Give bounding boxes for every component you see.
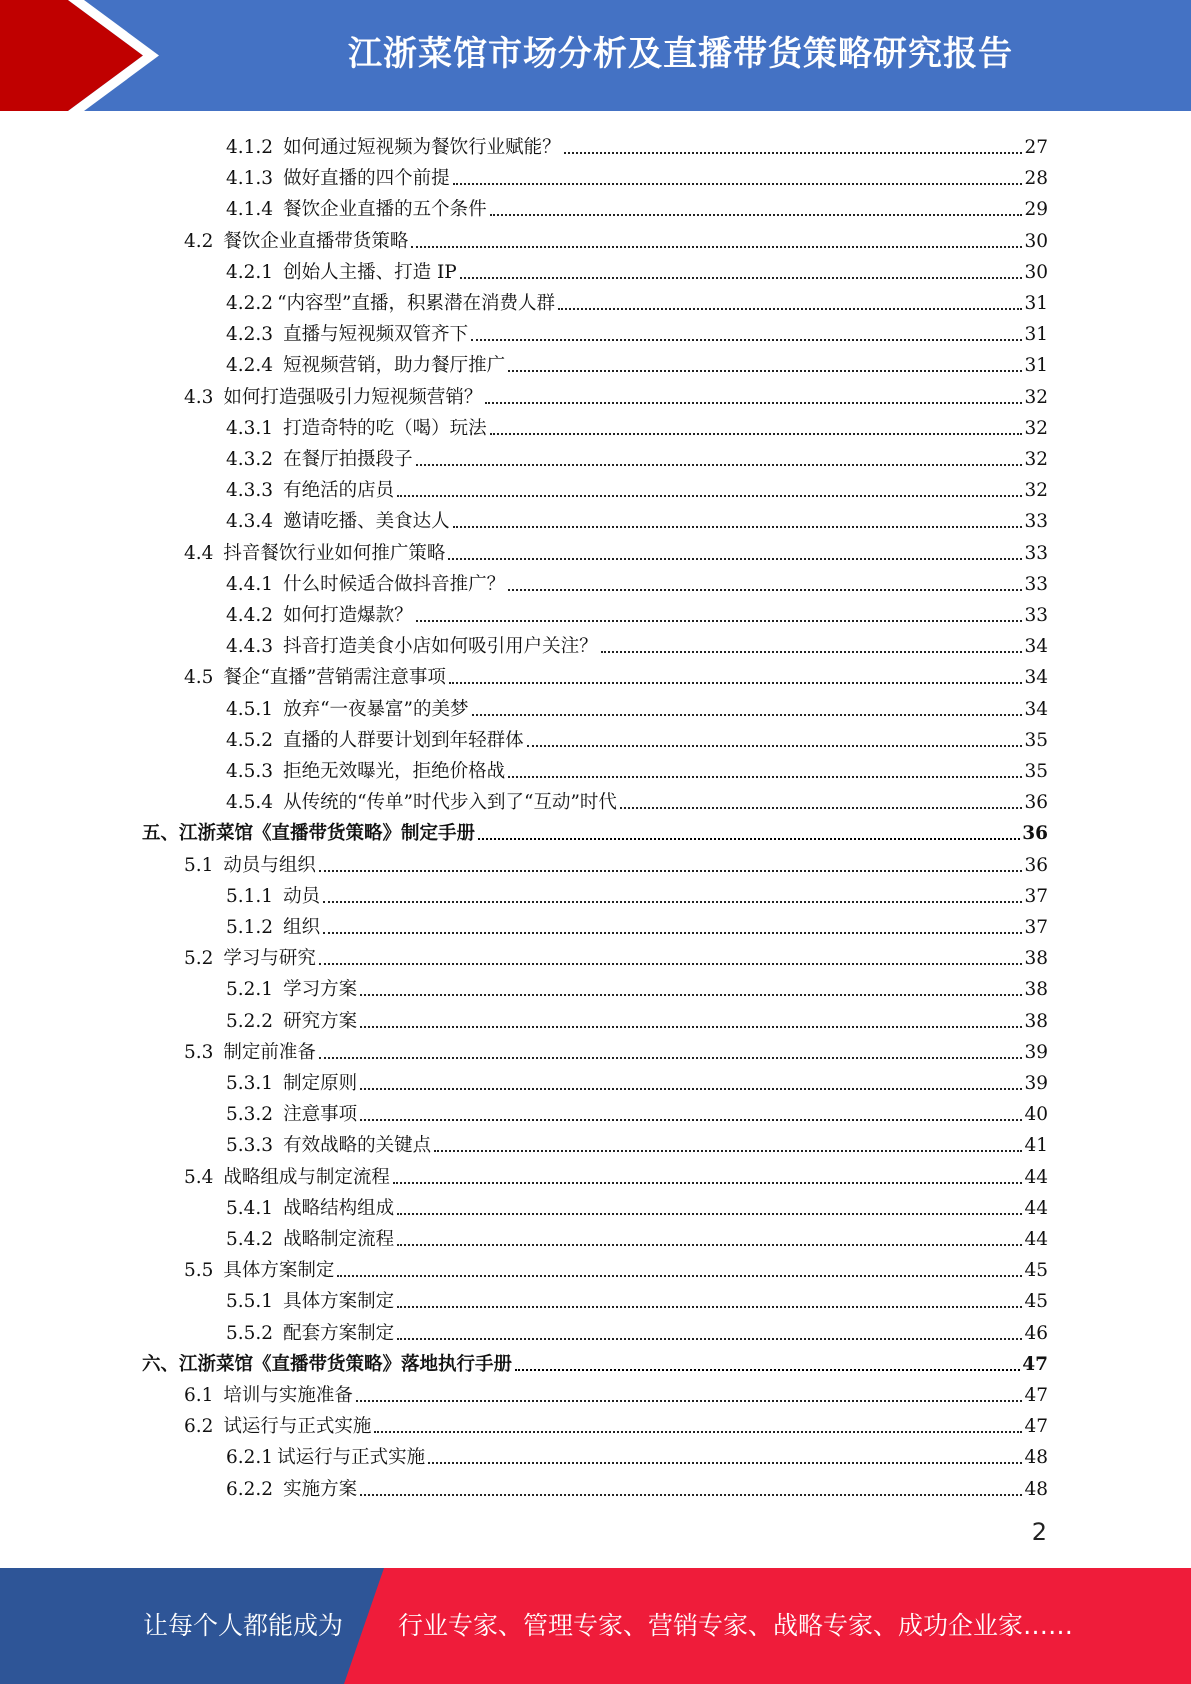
toc-entry[interactable] [184,658,1048,689]
toc-entry-page: 30 [1024,230,1048,252]
toc-entry-page: 39 [1024,1073,1048,1094]
toc-entry-page: 32 [1024,480,1048,502]
toc-entry-number: 4.2.2 [226,293,274,314]
toc-dot-leader [411,246,1022,248]
toc-dot-leader [485,402,1022,404]
toc-entry-label: 创始人主播、打造 IP [283,261,457,283]
toc-entry-page: 27 [1024,137,1048,158]
toc-dot-leader [428,1462,1022,1464]
toc-entry-label: 短视频营销，助力餐厅推广 [283,355,506,377]
toc-entry-label: 餐饮企业直播带货策略 [223,230,409,252]
toc-entry[interactable] [226,1064,1048,1095]
toc-entry-number: 5.1.1 [226,885,274,907]
report-title: 江浙菜馆市场分析及直播带货策略研究报告 [348,34,1013,74]
toc-entry-page: 30 [1024,261,1048,283]
toc-entry[interactable] [226,1282,1048,1313]
toc-entry-page: 48 [1024,1478,1048,1500]
toc-dot-leader [360,994,1022,996]
toc-entry-label: 动员与组织 [223,854,316,876]
toc-entry[interactable] [226,565,1048,596]
toc-entry-label: 从传统的“传单”时代步入到了“互动”时代 [283,792,617,814]
toc-chapter-entry[interactable] [142,814,1048,845]
toc-entry-number: 5.2 [184,948,214,970]
toc-dot-leader [360,1119,1022,1121]
toc-entry-label: 试运行与正式实施 [223,1416,372,1438]
toc-entry[interactable] [226,128,1048,159]
toc-dot-leader [448,558,1022,560]
toc-entry[interactable] [226,1002,1048,1033]
toc-entry-number: 4.5.2 [226,729,274,751]
footer-slogan-right: 行业专家、管理专家、营销专家、战略专家、成功企业家…… [398,1611,1074,1640]
toc-dot-leader [397,1306,1022,1308]
toc-entry-page: 31 [1024,324,1048,346]
toc-dot-leader [337,1275,1022,1277]
toc-entry[interactable] [226,596,1048,627]
toc-entry-label: 有绝活的店员 [283,480,395,502]
toc-entry[interactable] [184,222,1048,253]
toc-entry-number: 5.1 [184,854,214,876]
toc-entry-label: 江浙菜馆《直播带货策略》制定手册 [179,823,476,845]
toc-entry-number: 6.2.1 [226,1447,274,1469]
toc-entry-page: 44 [1024,1229,1048,1250]
toc-entry[interactable] [226,471,1048,502]
toc-entry-label: 抖音餐饮行业如何推广策略 [223,542,446,564]
toc-entry-label: 培训与实施准备 [223,1385,353,1406]
toc-entry-number: 4.4 [184,542,214,564]
toc-entry[interactable] [226,1314,1048,1345]
toc-entry[interactable] [226,721,1048,752]
toc-entry-page: 39 [1024,1041,1048,1063]
toc-dot-leader [490,214,1023,216]
toc-entry-page: 33 [1024,605,1048,626]
toc-entry[interactable] [226,783,1048,814]
toc-entry-page: 31 [1024,293,1048,314]
toc-entry-page: 34 [1024,636,1048,658]
toc-entry[interactable] [184,1251,1048,1282]
toc-entry-page: 45 [1024,1260,1048,1282]
toc-dot-leader [564,152,1023,154]
toc-entry-page: 34 [1024,698,1048,720]
toc-entry-label: 注意事项 [283,1104,358,1126]
toc-entry-number: 5.3.1 [226,1073,274,1094]
toc-entry-label: 组织 [283,917,321,938]
toc-entry-page: 41 [1024,1135,1048,1157]
toc-entry-number: 5.1.2 [226,917,274,938]
toc-dot-leader [319,963,1023,965]
toc-entry-page: 38 [1024,1010,1048,1032]
toc-entry-label: 直播的人群要计划到年轻群体 [283,729,524,751]
toc-entry-number: 4.3.1 [226,417,274,439]
toc-entry-page: 32 [1024,386,1048,408]
header-arrow-decoration [0,0,160,111]
toc-entry-page: 29 [1024,199,1048,221]
toc-entry-page: 37 [1024,917,1048,938]
toc-entry-page: 33 [1024,573,1048,595]
toc-entry-page: 44 [1024,1197,1048,1219]
toc-entry-label: 学习方案 [283,979,358,1001]
toc-entry-label: 试运行与正式实施 [277,1447,426,1469]
toc-entry[interactable] [226,690,1048,721]
toc-entry[interactable] [184,1033,1048,1064]
toc-entry[interactable] [184,1376,1048,1407]
toc-entry-page: 35 [1024,729,1048,751]
toc-entry-number: 5.3 [184,1041,214,1063]
toc-entry-number: 6.2.2 [226,1478,274,1500]
toc-entry-page: 36 [1024,792,1048,814]
toc-entry-number: 6.1 [184,1385,214,1406]
toc-entry[interactable] [226,315,1048,346]
toc-dot-leader [323,901,1022,903]
toc-entry-number: 5.3.3 [226,1135,274,1157]
toc-entry-number: 4.2.3 [226,324,274,346]
toc-entry[interactable] [226,284,1048,315]
toc-entry[interactable] [226,253,1048,284]
toc-entry-label: 如何打造强吸引力短视频营销？ [223,386,483,408]
toc-entry-label: 配套方案制定 [283,1322,395,1344]
toc-entry-page: 44 [1024,1166,1048,1188]
toc-dot-leader [360,1494,1022,1496]
toc-entry[interactable] [184,534,1048,565]
toc-dot-leader [393,1182,1023,1184]
toc-entry-page: 37 [1024,885,1048,907]
toc-entry-label: 有效战略的关键点 [283,1135,432,1157]
toc-dot-leader [449,682,1023,684]
toc-dot-leader [527,745,1023,747]
toc-entry-number: 6.2 [184,1416,214,1438]
toc-entry[interactable] [226,409,1048,440]
toc-entry-page: 32 [1024,417,1048,439]
toc-entry-page: 28 [1024,168,1048,190]
toc-entry[interactable] [184,378,1048,409]
toc-dot-leader [356,1400,1023,1402]
toc-dot-leader [453,526,1023,528]
toc-dot-leader [478,838,1020,840]
toc-entry[interactable] [226,502,1048,533]
toc-entry-label: 制定前准备 [223,1041,316,1063]
toc-dot-leader [416,620,1023,622]
toc-entry-number: 4.5.4 [226,792,274,814]
toc-dot-leader [397,1338,1022,1340]
toc-dot-leader [558,308,1022,310]
toc-entry[interactable] [226,190,1048,221]
toc-entry[interactable] [226,627,1048,658]
toc-entry-label: 打造奇特的吃（喝）玩法 [283,417,487,439]
toc-dot-leader [397,495,1022,497]
toc-entry-label: 具体方案制定 [223,1260,335,1282]
toc-dot-leader [397,1244,1022,1246]
toc-entry-label: 什么时候适合做抖音推广？ [283,573,506,595]
toc-entry-label: 如何打造爆款？ [283,605,413,626]
toc-entry-number: 4.3 [184,386,214,408]
toc-entry-page: 38 [1024,948,1048,970]
toc-dot-leader [508,370,1022,372]
toc-entry[interactable] [226,1438,1048,1469]
toc-entry-label: 制定原则 [283,1073,358,1094]
toc-entry-label: 在餐厅拍摄段子 [283,449,413,470]
toc-entry-label: 拒绝无效曝光，拒绝价格战 [283,761,506,782]
toc-dot-leader [460,277,1023,279]
toc-dot-leader [472,714,1023,716]
toc-entry-page: 36 [1024,854,1048,876]
toc-entry[interactable] [226,752,1048,783]
toc-entry-number: 五、 [142,823,180,845]
toc-entry[interactable] [226,1220,1048,1251]
toc-dot-leader [490,433,1023,435]
toc-entry-page: 47 [1024,1416,1048,1438]
toc-entry[interactable] [184,846,1048,877]
toc-entry-number: 4.5 [184,667,214,689]
toc-entry[interactable] [226,1126,1048,1157]
toc-entry-number: 4.5.3 [226,761,274,782]
page-number: 2 [1031,1518,1047,1546]
footer-slogan-left: 让每个人都能成为 [143,1611,344,1640]
toc-entry-number: 4.1.4 [226,199,274,221]
page-header [0,0,1191,111]
toc-entry-label: 餐饮企业直播的五个条件 [283,199,487,221]
toc-entry[interactable] [226,908,1048,939]
toc-entry-page: 48 [1024,1447,1048,1469]
toc-entry-number: 5.3.2 [226,1104,274,1126]
toc-entry-number: 4.2 [184,230,214,252]
toc-entry-label: 研究方案 [283,1010,358,1032]
toc-entry-page: 33 [1024,511,1048,533]
toc-entry-label: 邀请吃播、美食达人 [283,511,450,533]
toc-entry[interactable] [184,1407,1048,1438]
toc-dot-leader [601,651,1023,653]
toc-entry-number: 4.4.2 [226,605,274,626]
toc-entry[interactable] [226,1095,1048,1126]
toc-entry-label: 战略制定流程 [283,1229,395,1250]
toc-entry-number: 5.2.2 [226,1010,274,1032]
page-footer [0,1568,1191,1684]
toc-entry-label: 放弃“一夜暴富”的美梦 [283,698,469,720]
toc-entry-number: 5.4.2 [226,1229,274,1250]
toc-dot-leader [319,870,1023,872]
toc-entry[interactable] [226,1189,1048,1220]
toc-entry-number: 4.1.2 [226,137,274,158]
toc-entry-page: 46 [1024,1322,1048,1344]
toc-entry-number: 4.3.3 [226,480,274,502]
toc-entry-label: “内容型”直播，积累潜在消费人群 [277,293,555,314]
toc-entry-page: 35 [1024,761,1048,782]
toc-entry-label: 实施方案 [283,1478,358,1500]
toc-entry[interactable] [184,1158,1048,1189]
toc-dot-leader [416,464,1023,466]
toc-entry-page: 33 [1024,542,1048,564]
toc-entry-number: 5.5.1 [226,1291,274,1313]
toc-dot-leader [508,589,1022,591]
toc-entry-number: 5.2.1 [226,979,274,1001]
toc-dot-leader [360,1026,1022,1028]
toc-dot-leader [515,1369,1020,1371]
toc-entry-label: 餐企“直播”营销需注意事项 [223,667,446,689]
toc-dot-leader [319,1057,1023,1059]
toc-entry-number: 5.5.2 [226,1322,274,1344]
toc-entry-number: 4.5.1 [226,698,274,720]
toc-entry-label: 做好直播的四个前提 [283,168,450,190]
toc-entry-page: 31 [1024,355,1048,377]
toc-entry-number: 4.3.4 [226,511,274,533]
toc-entry-number: 4.4.3 [226,636,274,658]
toc-dot-leader [323,932,1022,934]
toc-entry-label: 战略组成与制定流程 [223,1166,390,1188]
toc-entry-number: 4.2.1 [226,261,274,283]
toc-dot-leader [360,1088,1022,1090]
toc-entry-page: 38 [1024,979,1048,1001]
toc-entry-number: 六、 [142,1353,180,1375]
toc-entry-page: 36 [1022,823,1048,845]
toc-entry-number: 5.5 [184,1260,214,1282]
toc-entry-number: 5.4.1 [226,1197,274,1219]
toc-dot-leader [471,339,1022,341]
toc-entry-label: 动员 [283,885,321,907]
toc-dot-leader [434,1150,1022,1152]
toc-entry-page: 32 [1024,449,1048,470]
toc-entry[interactable] [184,939,1048,970]
toc-entry-label: 江浙菜馆《直播带货策略》落地执行手册 [179,1353,513,1375]
toc-entry[interactable] [226,970,1048,1001]
toc-entry-number: 4.3.2 [226,449,274,470]
toc-entry-label: 具体方案制定 [283,1291,395,1313]
toc-entry-label: 学习与研究 [223,948,316,970]
toc-entry[interactable] [226,1470,1048,1501]
toc-entry-number: 5.4 [184,1166,214,1188]
toc-dot-leader [397,1213,1022,1215]
toc-entry-label: 直播与短视频双管齐下 [283,324,469,346]
toc-chapter-entry[interactable] [142,1345,1048,1376]
toc-entry-page: 34 [1024,667,1048,689]
toc-dot-leader [620,807,1023,809]
toc-entry-page: 47 [1022,1353,1048,1375]
toc-entry[interactable] [226,877,1048,908]
toc-entry[interactable] [226,346,1048,377]
toc-entry-page: 45 [1024,1291,1048,1313]
toc-entry-number: 4.4.1 [226,573,274,595]
toc-dot-leader [453,183,1023,185]
toc-dot-leader [508,776,1022,778]
toc-entry[interactable] [226,159,1048,190]
toc-entry-page: 40 [1024,1104,1048,1126]
toc-entry-number: 4.1.3 [226,168,274,190]
toc-dot-leader [374,1431,1022,1433]
toc-entry-label: 战略结构组成 [283,1197,395,1219]
toc-entry-label: 抖音打造美食小店如何吸引用户关注？ [283,636,598,658]
toc-entry-label: 如何通过短视频为餐饮行业赋能？ [283,137,561,158]
toc-entry-number: 4.2.4 [226,355,274,377]
toc-entry-page: 47 [1024,1385,1048,1406]
toc-entry[interactable] [226,440,1048,471]
